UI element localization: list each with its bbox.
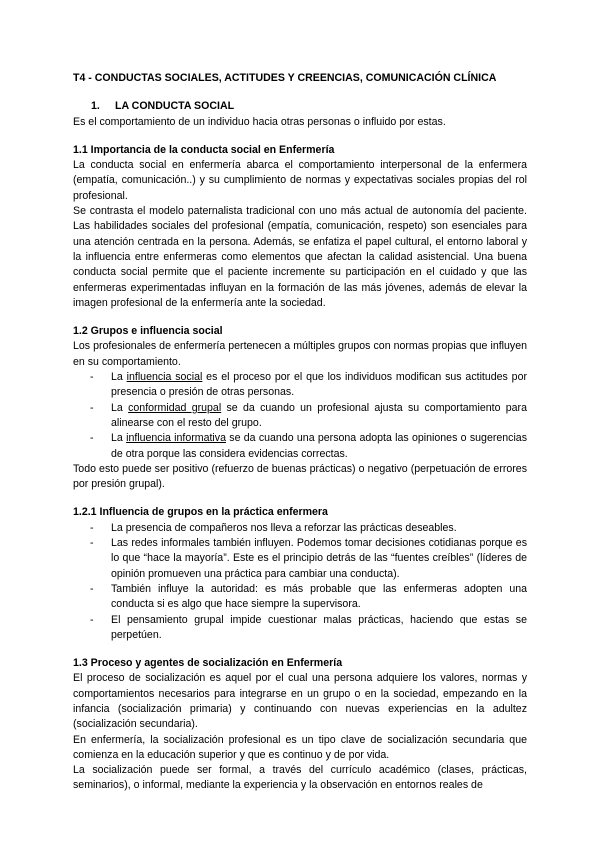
paragraph-1-2-b: Todo esto puede ser positivo (refuerzo de buenas prácticas) o negativo (perpetuación de errores por presión grupal). [73,462,527,491]
list-item: - El pensamiento grupal impide cuestionar malas prácticas, haciendo que estas se perpetúen. [73,613,527,644]
section-number: 1. [91,100,100,113]
term-underlined: influencia informativa [126,432,226,445]
paragraph-1-3-b: En enfermería, la socialización profesional es un tipo clave de socialización secundaria que comienza en la educación superior y que es continuo y de por vida. [73,733,527,761]
group-influence-list [73,521,527,643]
paragraph-1-1-a: La conducta social en enfermería abarca el comportamiento interpersonal de la enfermera (empatía, comunicación..) y su cumplimiento de normas y expectativas sociales propias del rol profesional. [73,159,527,202]
list-item: - La presencia de compañeros nos lleva a reforzar las prácticas deseables. [73,521,527,536]
section-1-intro: Es el comportamiento de un individuo hacia otras personas o influido por estas. [73,115,446,128]
heading-1-1: 1.1 Importancia de la conducta social en Enfermería [73,143,335,156]
influence-list [73,370,527,462]
section-title: LA CONDUCTA SOCIAL [115,100,235,113]
list-item: - La influencia social es el proceso por el que los individuos modifican sus actitudes por presencia o presión de otras personas. [73,370,527,401]
term-underlined: conformidad grupal [128,401,222,414]
paragraph-1-3-a: El proceso de socialización es aquel por el cual una persona adquiere los valores, normas y comportamientos necesarios para integrarse en un grupo o en la sociedad, empezando en la infancia (socialización primaria) y continuando con nuevas experiencias en la adultez (socialización secundaria). [73,672,527,731]
paragraph-1-2-a: Los profesionales de enfermería pertenecen a múltiples grupos con normas propias que influyen en su comportamiento. [73,340,527,368]
heading-1-2: 1.2 Grupos e influencia social [73,325,223,338]
list-item: - La conformidad grupal se da cuando un profesional ajusta su comportamiento para alinearse con el resto del grupo. [73,401,527,432]
section-heading-1 [73,99,527,114]
list-item: - Las redes informales también influyen. Podemos tomar decisiones cotidianas porque es lo que “hace la mayoría”. Este es el principio detrás de las “fuentes creíbles” (líderes de opinión promueven una práctica para cambiar una conducta). [73,536,527,582]
heading-1-3: 1.3 Proceso y agentes de socialización en Enfermería [73,657,343,670]
paragraph-1-1-b: Se contrasta el modelo paternalista tradicional con uno más actual de autonomía del paciente. Las habilidades sociales del profesional (empatía, comunicación, respeto) son esenciales para una atención centrada en la persona. Además, se enfatiza el papel cultural, el entorno laboral y la influencia entre enfermeras como elementos que afectan la calidad asistencial. Una buena conducta social permite que el paciente incremente su participación en el cuidado y que las enfermeras experimentadas influyan en la formación de las más jóvenes, además de elevar la imagen profesional de la enfermería ante la sociedad. [73,205,527,309]
term-underlined: influencia social [126,371,203,384]
document-title: T4 - CONDUCTAS SOCIALES, ACTITUDES Y CREENCIAS, COMUNICACIÓN CLÍNICA [73,72,497,84]
document-page [73,71,527,794]
paragraph-1-3-c: La socialización puede ser formal, a través del currículo académico (clases, prácticas, seminarios), o informal, mediante la experiencia y la observación en entornos reales de [73,764,527,792]
list-item: - La influencia informativa se da cuando una persona adopta las opiniones o sugerencias de otra porque las considera evidencias correctas. [73,431,527,462]
heading-1-2-1: 1.2.1 Influencia de grupos en la práctica enfermera [73,506,328,519]
list-item: - También influye la autoridad: es más probable que las enfermeras adopten una conducta si es algo que hace siempre la supervisora. [73,582,527,613]
